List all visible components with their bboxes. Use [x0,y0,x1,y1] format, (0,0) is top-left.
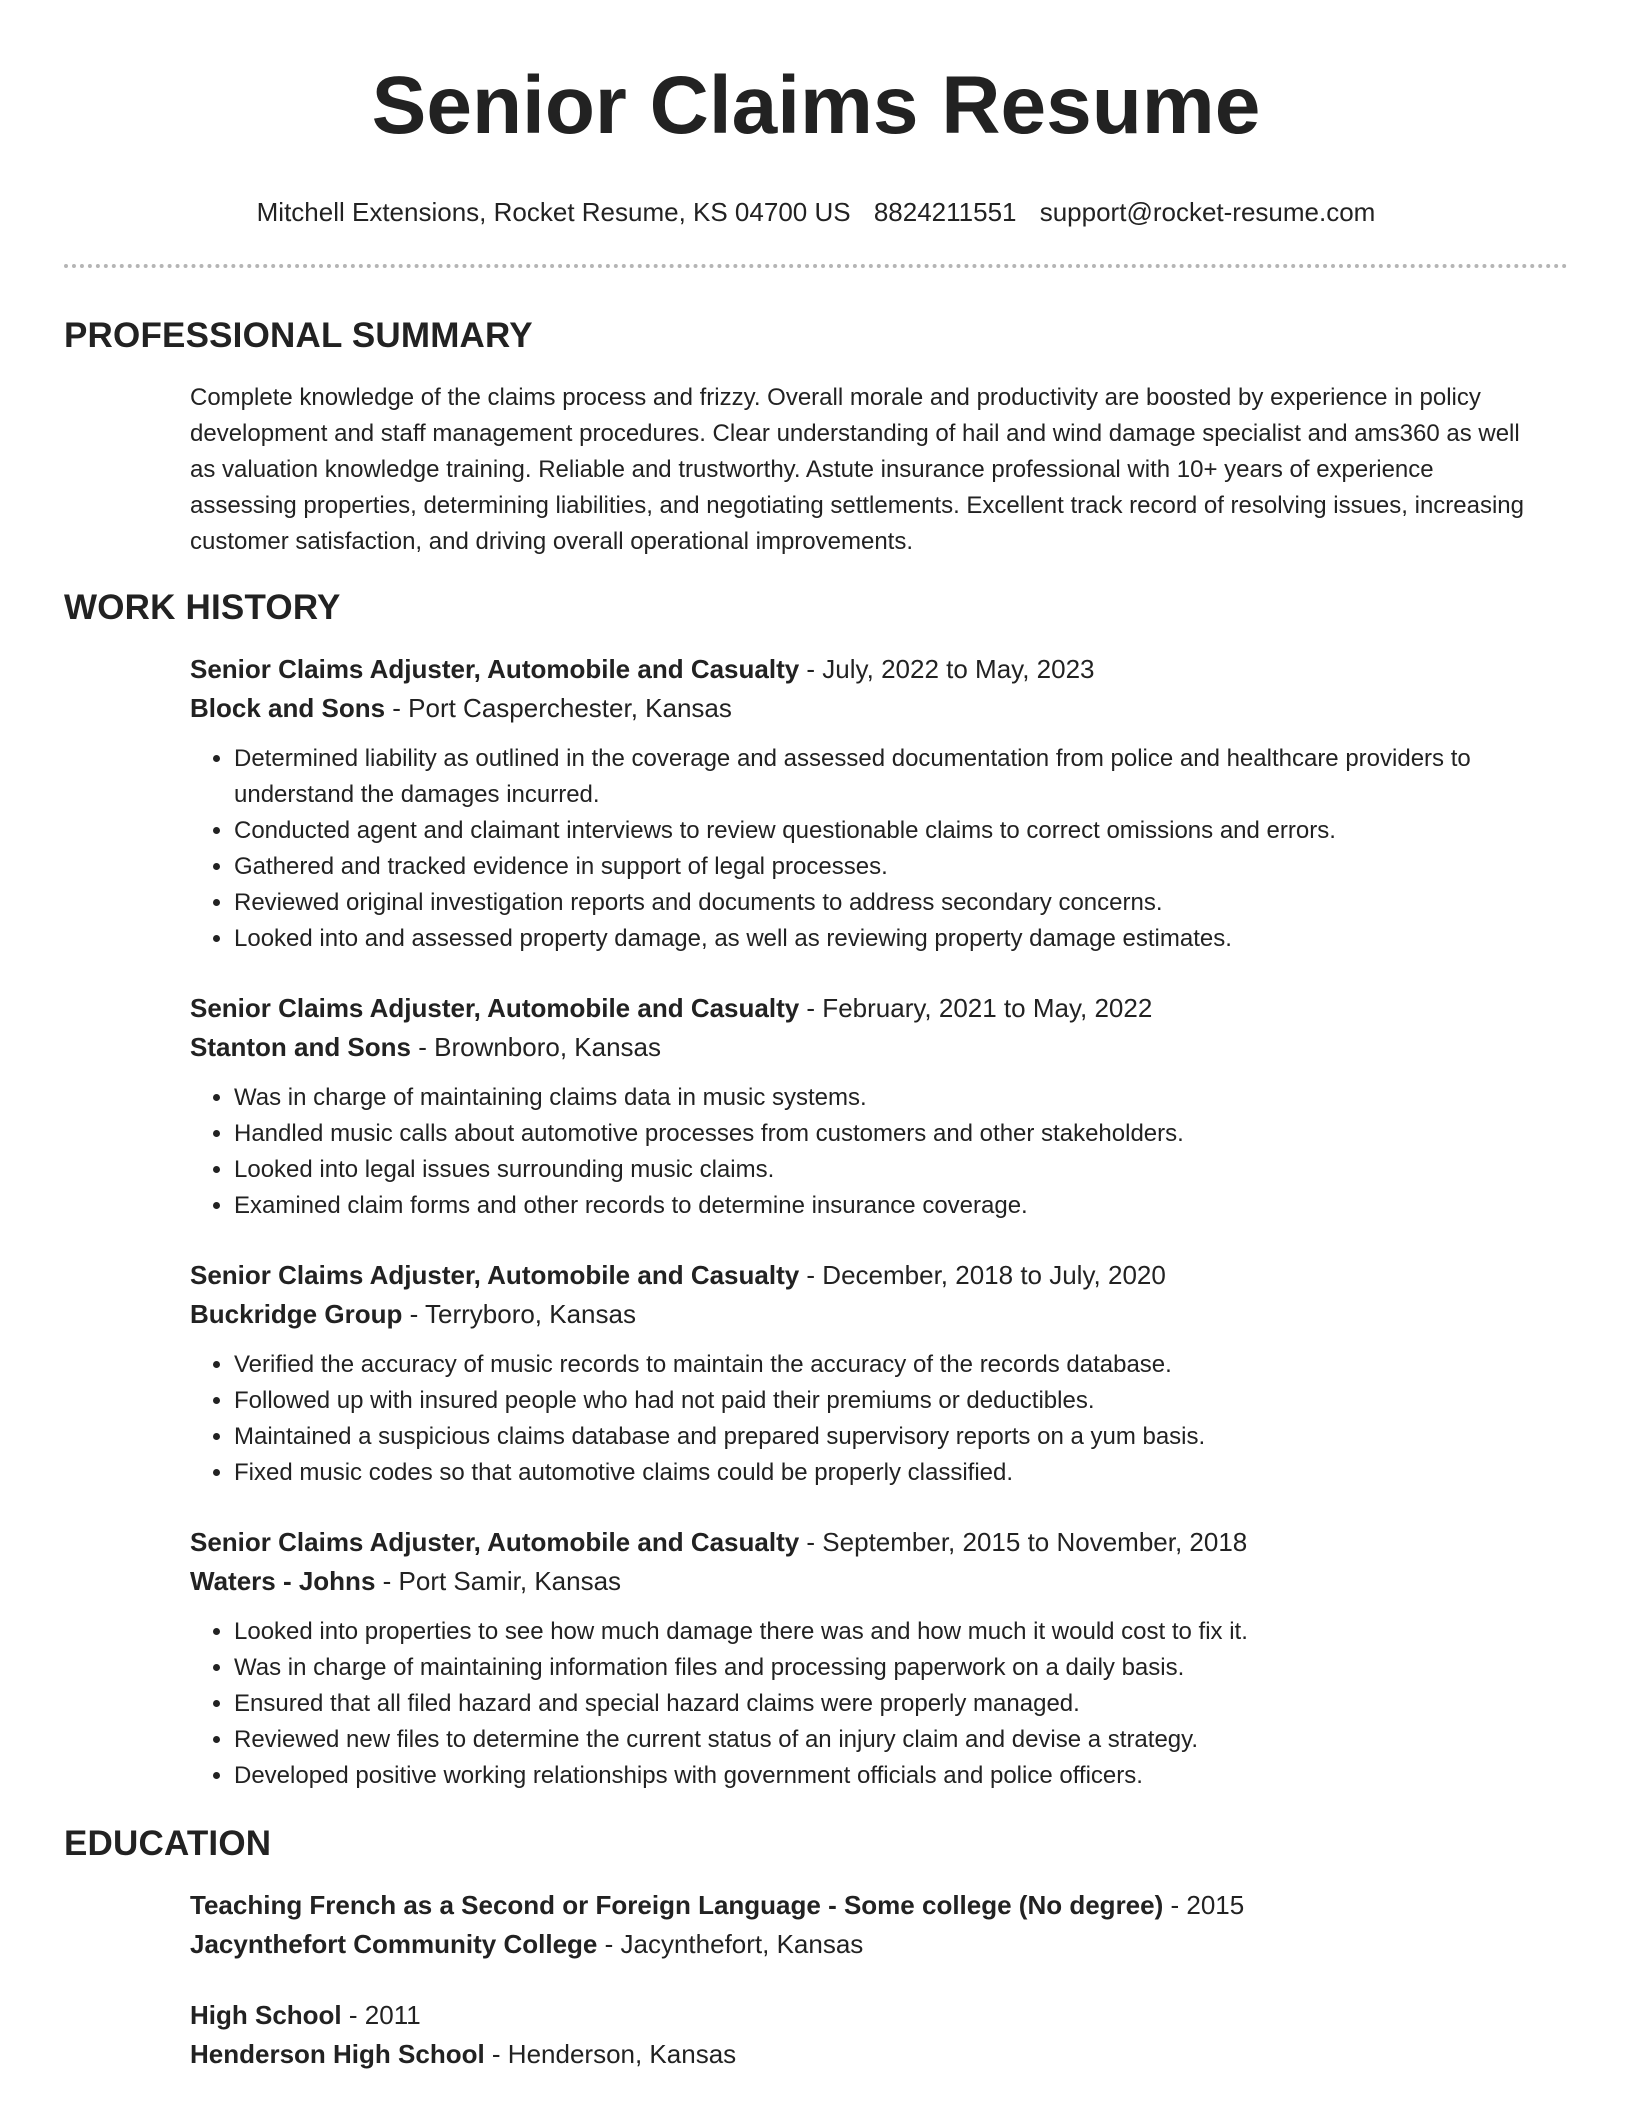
education-school: Jacynthefort Community College [190,1929,598,1959]
job-bullet: • Looked into properties to see how much damage there was and how much it would cost to fix it. [234,1614,1544,1650]
education-degree-line [190,1996,1544,2035]
contact-line [64,196,1568,228]
job-location: - Terryboro, Kansas [402,1299,636,1329]
job-bullet: • Determined liability as outlined in the coverage and assessed documentation from police and healthcare providers to understand the damages incurred. [234,741,1544,813]
job-bullets [190,1080,1544,1224]
job-bullet: • Verified the accuracy of music records to maintain the accuracy of the records database. [234,1347,1544,1383]
education-entry [190,1996,1544,2074]
job-title-line [190,1523,1544,1562]
contact-phone: 8824211551 [873,197,1017,227]
job-bullet: • Followed up with insured people who had not paid their premiums or deductibles. [234,1383,1544,1419]
summary-text: Complete knowledge of the claims process and frizzy. Overall morale and productivity are boosted by experience in policy development and staff management procedures. Clear understanding of hail and wind damage specialist and ams360 as well as valuation knowledge training. Reliable and trustworthy. Astute insurance professional with 10+ years of experience assessing properties, determining liabilities, and negotiating settlements. Excellent track record of resolving issues, increasing customer satisfaction, and driving overall operational improvements. [190,384,1525,555]
job-role: Senior Claims Adjuster, Automobile and Casualty [190,654,800,684]
contact-address: Mitchell Extensions, Rocket Resume, KS 04700 US [256,197,851,227]
job-location: - Brownboro, Kansas [411,1032,662,1062]
job-title-line [190,989,1544,1028]
job-bullet: • Looked into legal issues surrounding music claims. [234,1152,1544,1188]
job-company: Block and Sons [190,693,386,723]
job-title-line [190,650,1544,689]
job-bullets [190,741,1544,957]
education-school-line [190,1925,1544,1964]
job-company: Waters - Johns [190,1566,376,1596]
education-section [64,1822,1568,2074]
job-company-line [190,1028,1544,1067]
education-body [190,1886,1544,2074]
job-bullet: • Was in charge of maintaining claims data in music systems. [234,1080,1544,1116]
job-bullet: • Fixed music codes so that automotive claims could be properly classified. [234,1455,1544,1491]
job-bullet: • Maintained a suspicious claims database and prepared supervisory reports on a yum basis. [234,1419,1544,1455]
education-degree: High School [190,2000,342,2030]
job-bullet: • Was in charge of maintaining information files and processing paperwork on a daily basis. [234,1650,1544,1686]
job-bullet: • Ensured that all filed hazard and special hazard claims were properly managed. [234,1686,1544,1722]
education-entry [190,1886,1544,1964]
job-entry [190,989,1544,1224]
section-title-education: EDUCATION [64,1824,272,1863]
job-bullet: • Reviewed original investigation reports and documents to address secondary concerns. [234,885,1544,921]
job-bullet: • Reviewed new files to determine the current status of an injury claim and devise a strategy. [234,1722,1544,1758]
section-title-work-history: WORK HISTORY [64,588,341,627]
job-entry [190,1256,1544,1491]
work-history-body [190,650,1544,1794]
job-bullets [190,1347,1544,1491]
job-dates: - February, 2021 to May, 2022 [799,993,1153,1023]
education-year: - 2011 [341,2000,421,2030]
education-degree-line [190,1886,1544,1925]
job-bullet: • Conducted agent and claimant interviews to review questionable claims to correct omissions and errors. [234,813,1544,849]
education-school: Henderson High School [190,2039,485,2069]
job-dates: - September, 2015 to November, 2018 [799,1527,1248,1557]
job-role: Senior Claims Adjuster, Automobile and Casualty [190,1260,800,1290]
education-location: - Henderson, Kansas [484,2039,737,2069]
job-bullets [190,1614,1544,1794]
job-bullet: • Handled music calls about automotive processes from customers and other stakeholders. [234,1116,1544,1152]
job-location: - Port Casperchester, Kansas [385,693,732,723]
job-dates: - July, 2022 to May, 2023 [799,654,1095,684]
job-bullet: • Examined claim forms and other records to determine insurance coverage. [234,1188,1544,1224]
job-company-line [190,1295,1544,1334]
resume-title: Senior Claims Resume [371,60,1261,151]
job-bullet: • Developed positive working relationships with government officials and police officers. [234,1758,1544,1794]
job-company: Buckridge Group [190,1299,403,1329]
job-role: Senior Claims Adjuster, Automobile and Casualty [190,1527,800,1557]
header-divider [64,264,1568,268]
job-entry [190,650,1544,957]
education-location: - Jacynthefort, Kansas [597,1929,864,1959]
contact-email: support@rocket-resume.com [1039,197,1376,227]
professional-summary-section [64,314,1568,560]
job-company-line [190,689,1544,728]
job-location: - Port Samir, Kansas [375,1566,622,1596]
job-company: Stanton and Sons [190,1032,411,1062]
job-dates: - December, 2018 to July, 2020 [799,1260,1166,1290]
job-company-line [190,1562,1544,1601]
job-bullet: • Looked into and assessed property damage, as well as reviewing property damage estimates. [234,921,1544,957]
job-entry [190,1523,1544,1794]
education-degree: Teaching French as a Second or Foreign Language - Some college (No degree) [190,1890,1164,1920]
job-title-line [190,1256,1544,1295]
job-bullet: • Gathered and tracked evidence in support of legal processes. [234,849,1544,885]
job-role: Senior Claims Adjuster, Automobile and Casualty [190,993,800,1023]
education-school-line [190,2035,1544,2074]
education-year: - 2015 [1163,1890,1245,1920]
section-title-professional-summary: PROFESSIONAL SUMMARY [64,316,533,355]
summary-body [190,380,1544,560]
work-history-section [64,586,1568,1794]
